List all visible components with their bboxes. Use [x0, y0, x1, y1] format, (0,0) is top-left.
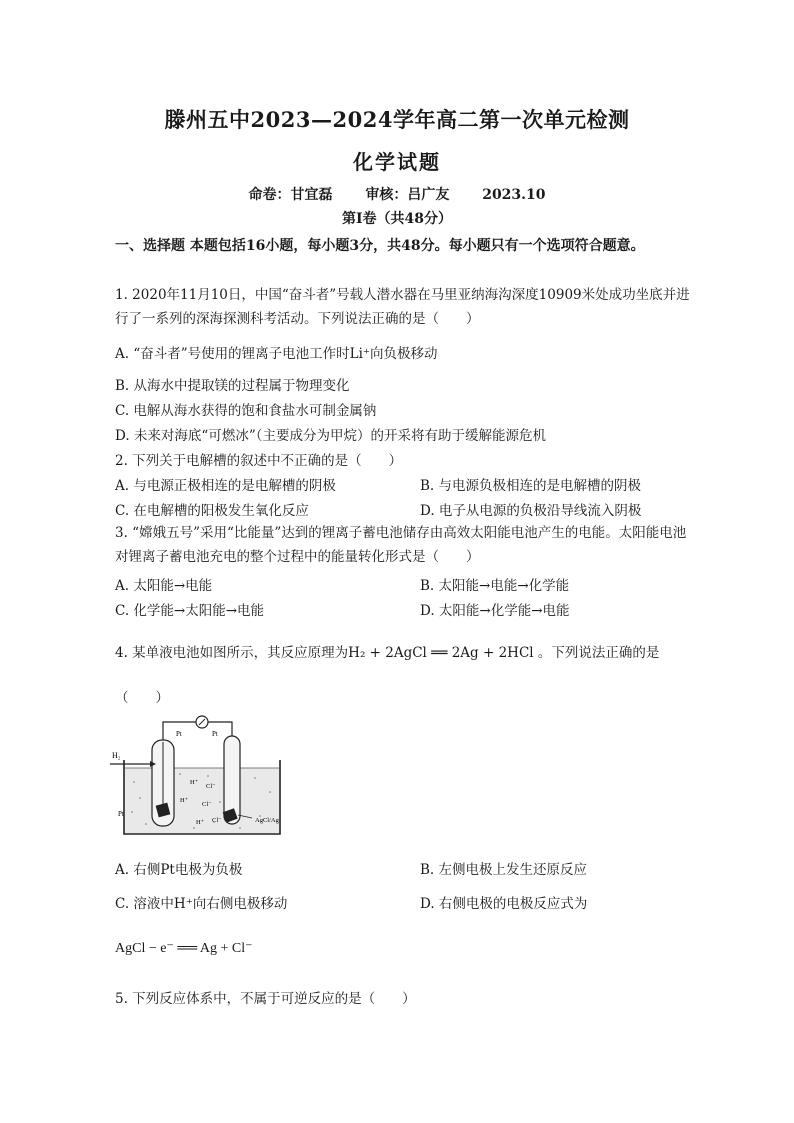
question-4-stem: 4. 某单液电池如图所示，其反应原理为H₂ + 2AgCl ══ 2Ag + 2HCl 。下列说法正确的是	[115, 645, 660, 661]
question-2-option-a: A. 与电源正极相连的是电解槽的阴极	[115, 478, 336, 494]
question-4-option-c: C. 溶液中H⁺向右侧电极移动	[115, 896, 288, 912]
ion-label: H⁺	[190, 779, 199, 786]
question-3-option-d: D. 太阳能→化学能→电能	[420, 603, 570, 619]
ion-label: Cl⁻	[212, 817, 222, 824]
question-4-option-a: A. 右侧Pt电极为负极	[115, 862, 243, 878]
question-1-option-d: D. 未来对海底“可燃冰”（主要成分为甲烷）的开采将有助于缓解能源危机	[115, 428, 546, 444]
question-2-option-b: B. 与电源负极相连的是电解槽的阴极	[420, 478, 642, 494]
ion-label: Cl⁻	[206, 783, 216, 790]
ion-label: H⁺	[180, 797, 189, 804]
question-2-option-c: C. 在电解槽的阳极发生氧化反应	[115, 503, 309, 519]
ion-label: H⁺	[196, 819, 205, 826]
author-line	[0, 184, 794, 204]
question-2-option-d: D. 电子从电源的负极沿导线流入阴极	[420, 503, 642, 519]
question-3-option-b: B. 太阳能→电能→化学能	[420, 578, 570, 594]
question-1-option-b: B. 从海水中提取镁的过程属于物理变化	[115, 378, 350, 394]
question-5-stem: 5. 下列反应体系中，不属于可逆反应的是（ ）	[115, 991, 416, 1007]
question-1-stem: 1. 2020年11月10日，中国“奋斗者”号载人潜水器在马里亚纳海沟深度10909米处成功坐底并进行了一系列的深海探测科考活动。下列说法正确的是（ ）	[115, 287, 690, 327]
question-2-stem: 2. 下列关于电解槽的叙述中不正确的是（ ）	[115, 453, 403, 469]
pt-top-right-label: Pt	[212, 730, 218, 738]
exam-subtitle: 化学试题	[353, 150, 441, 174]
h2-label: H₂	[112, 751, 121, 760]
part-heading: 第Ⅰ卷（共48分）	[341, 211, 453, 227]
question-1-option-c: C. 电解从海水获得的饱和食盐水可制金属钠	[115, 403, 377, 419]
agcl-label: AgCl/Ag	[255, 817, 279, 824]
question-4-equation: AgCl − e⁻ ══ Ag + Cl⁻	[115, 941, 253, 956]
question-3-stem: 3. “嫦娥五号”采用“比能量”达到的锂离子蓄电池储存由高效太阳能电池产生的电能。太阳能电池对锂离子蓄电池充电的整个过程中的能量转化形式是（ ）	[115, 525, 687, 565]
question-3-option-a: A. 太阳能→电能	[115, 578, 213, 594]
question-4-answer-paren: （ ）	[115, 690, 169, 706]
question-3-option-c: C. 化学能→太阳能→电能	[115, 603, 265, 619]
author: 命卷：甘宜磊	[248, 187, 333, 203]
reviewer: 审核：吕广友	[365, 187, 450, 203]
electrochemical-cell-diagram	[110, 712, 300, 837]
exam-title: 滕州五中2023—2024学年高二第一次单元检测	[164, 107, 630, 132]
pt-top-left-label: Pt	[176, 730, 182, 738]
question-4-option-b: B. 左侧电极上发生还原反应	[420, 862, 588, 878]
ion-label: Cl⁻	[202, 801, 212, 808]
question-4-option-d: D. 右侧电极的电极反应式为	[420, 896, 588, 912]
question-1-option-a: A. “奋斗者”号使用的锂离子电池工作时Li⁺向负极移动	[115, 346, 438, 362]
exam-date: 2023.10	[482, 187, 546, 203]
section-heading: 一、选择题 本题包括16小题，每小题3分，共48分。每小题只有一个选项符合题意。	[115, 238, 645, 254]
pt-left-label: Pt	[118, 810, 124, 818]
